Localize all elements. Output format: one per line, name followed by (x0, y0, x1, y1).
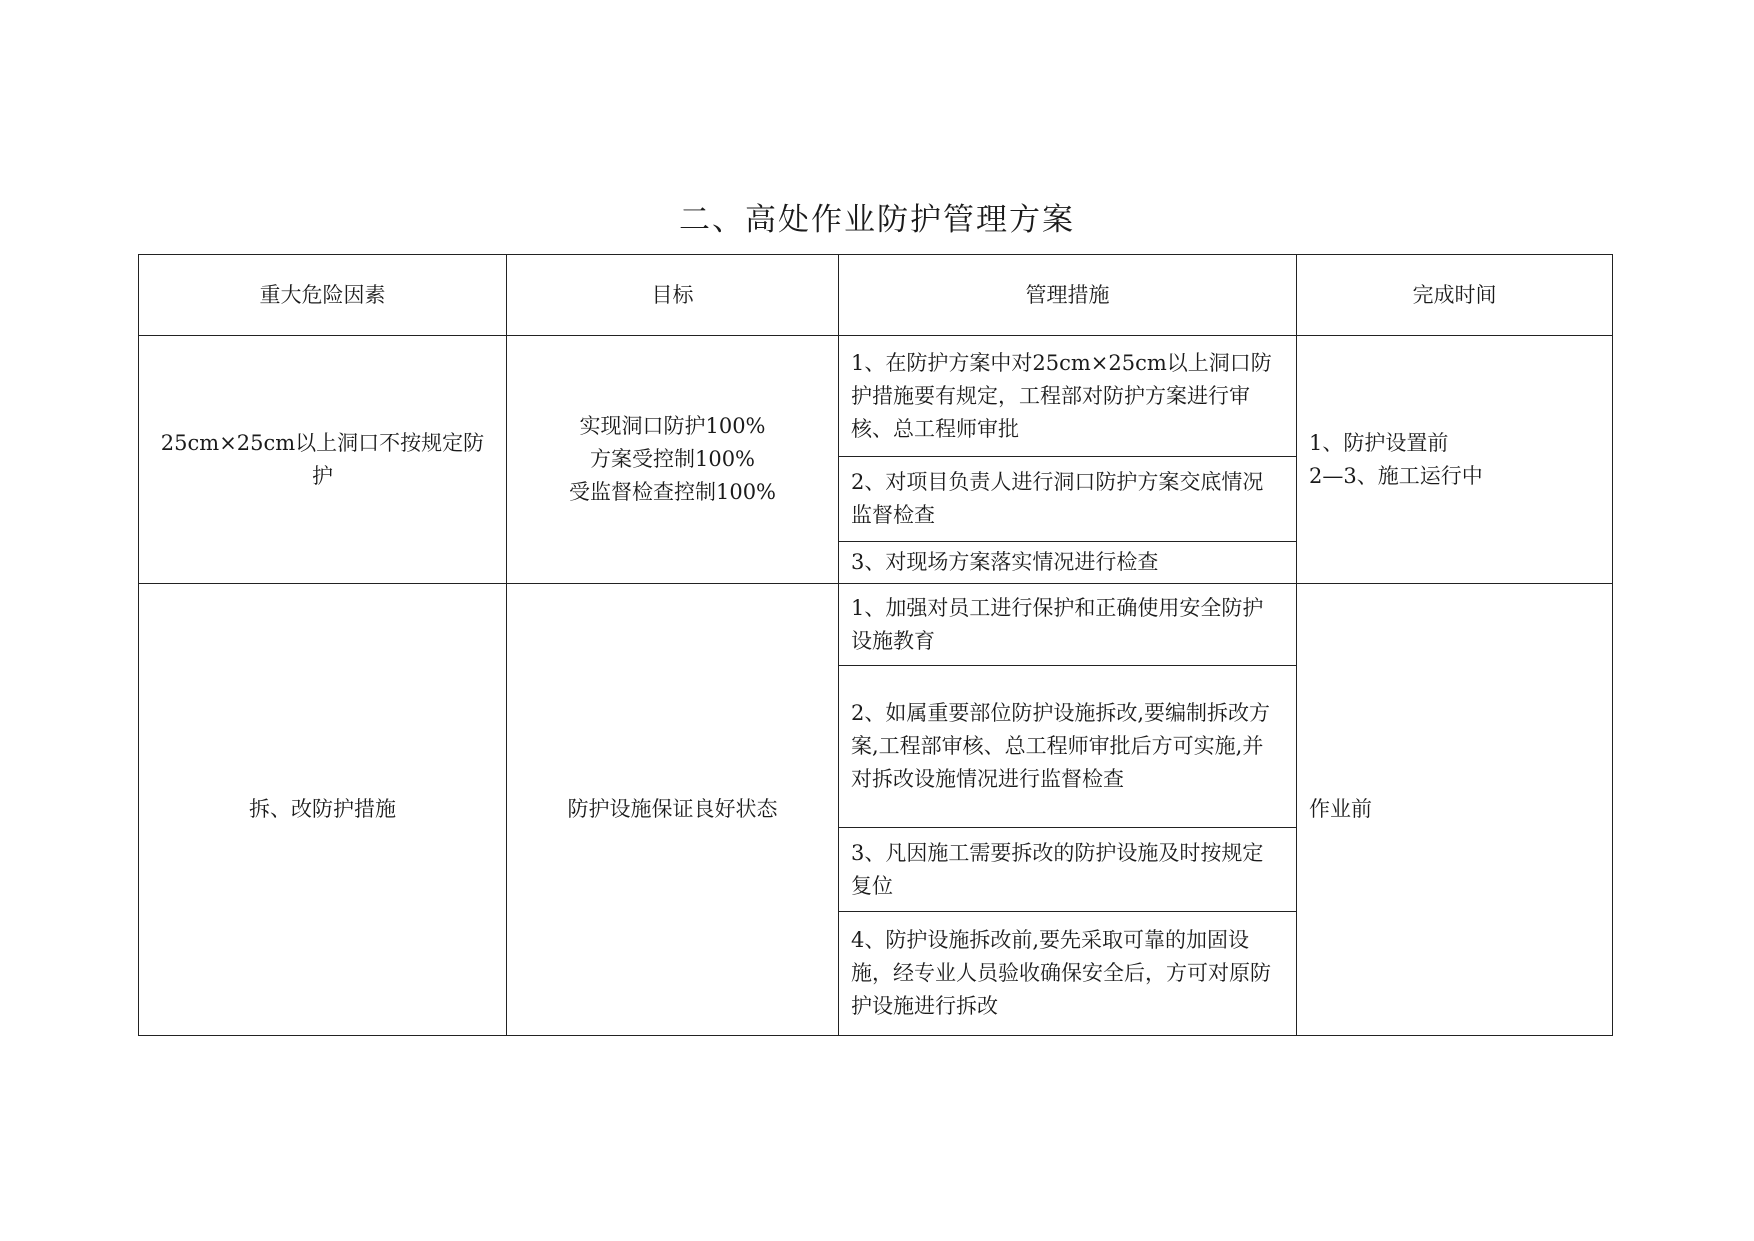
measure-cell: 4、防护设施拆改前,要先采取可靠的加固设施，经专业人员验收确保安全后，方可对原防护设施进行拆改 (839, 912, 1297, 1036)
header-hazard: 重大危险因素 (139, 255, 507, 336)
target-cell (507, 336, 839, 584)
measure-cell: 1、加强对员工进行保护和正确使用安全防护设施教育 (839, 584, 1297, 666)
measure-cell: 2、对项目负责人进行洞口防护方案交底情况监督检查 (839, 457, 1297, 542)
target-line: 实现洞口防护100% (579, 414, 766, 438)
target-line: 方案受控制100% (589, 447, 756, 471)
completion-line: 2—3、施工运行中 (1309, 463, 1483, 488)
table-header-row (139, 255, 1613, 336)
measure-cell: 1、在防护方案中对25cm×25cm以上洞口防护措施要有规定，工程部对防护方案进行审核、总工程师审批 (839, 336, 1297, 457)
measure-cell: 2、如属重要部位防护设施拆改,要编制拆改方案,工程部审核、总工程师审批后方可实施,并对拆改设施情况进行监督检查 (839, 666, 1297, 828)
measure-cell: 3、凡因施工需要拆改的防护设施及时按规定复位 (839, 828, 1297, 912)
header-completion: 完成时间 (1297, 255, 1613, 336)
completion-cell (1297, 584, 1613, 1036)
target-line: 防护设施保证良好状态 (567, 797, 778, 821)
table-row (139, 336, 1613, 457)
target-line: 受监督检查控制100% (568, 480, 777, 504)
management-plan-table (138, 254, 1613, 1036)
header-target: 目标 (507, 255, 839, 336)
completion-line: 1、防护设置前 (1309, 430, 1449, 455)
page-title: 二、高处作业防护管理方案 (679, 202, 1075, 238)
target-cell (507, 584, 839, 1036)
measure-cell: 3、对现场方案落实情况进行检查 (839, 542, 1297, 584)
completion-cell (1297, 336, 1613, 584)
table-row (139, 584, 1613, 666)
completion-line: 作业前 (1309, 797, 1372, 821)
hazard-cell: 拆、改防护措施 (139, 584, 507, 1036)
header-measures: 管理措施 (839, 255, 1297, 336)
hazard-cell: 25cm×25cm以上洞口不按规定防护 (139, 336, 507, 584)
